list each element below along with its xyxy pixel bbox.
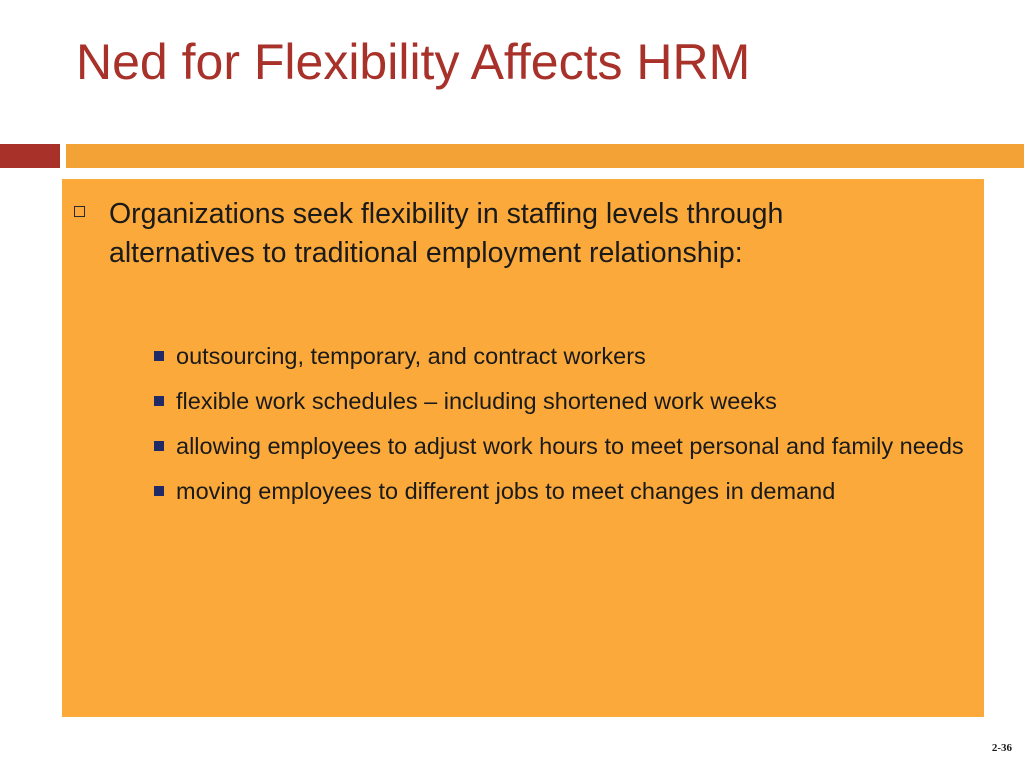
hollow-square-bullet-icon [74, 206, 85, 217]
slide-title: Ned for Flexibility Affects HRM [76, 34, 751, 90]
sub-bullet-list [154, 339, 964, 519]
sub-bullet-text: flexible work schedules – including shortened work weeks [176, 388, 777, 414]
sub-bullet-text: moving employees to different jobs to meet changes in demand [176, 478, 836, 504]
sub-bullet-item [154, 429, 964, 463]
title-accent-bar-right [66, 144, 1024, 168]
content-box [62, 179, 984, 717]
filled-square-bullet-icon [154, 441, 164, 451]
sub-bullet-item [154, 474, 964, 508]
page-number: 2-36 [991, 742, 1012, 754]
sub-bullet-text: outsourcing, temporary, and contract workers [176, 343, 646, 369]
filled-square-bullet-icon [154, 486, 164, 496]
filled-square-bullet-icon [154, 396, 164, 406]
filled-square-bullet-icon [154, 351, 164, 361]
title-accent-bar-left [0, 144, 60, 168]
sub-bullet-item [154, 339, 964, 373]
main-bullet-text: Organizations seek flexibility in staffing levels through alternatives to traditional employment relationship: [109, 198, 784, 269]
sub-bullet-item [154, 384, 964, 418]
main-bullet [74, 195, 914, 273]
sub-bullet-text: allowing employees to adjust work hours to meet personal and family needs [176, 433, 964, 459]
